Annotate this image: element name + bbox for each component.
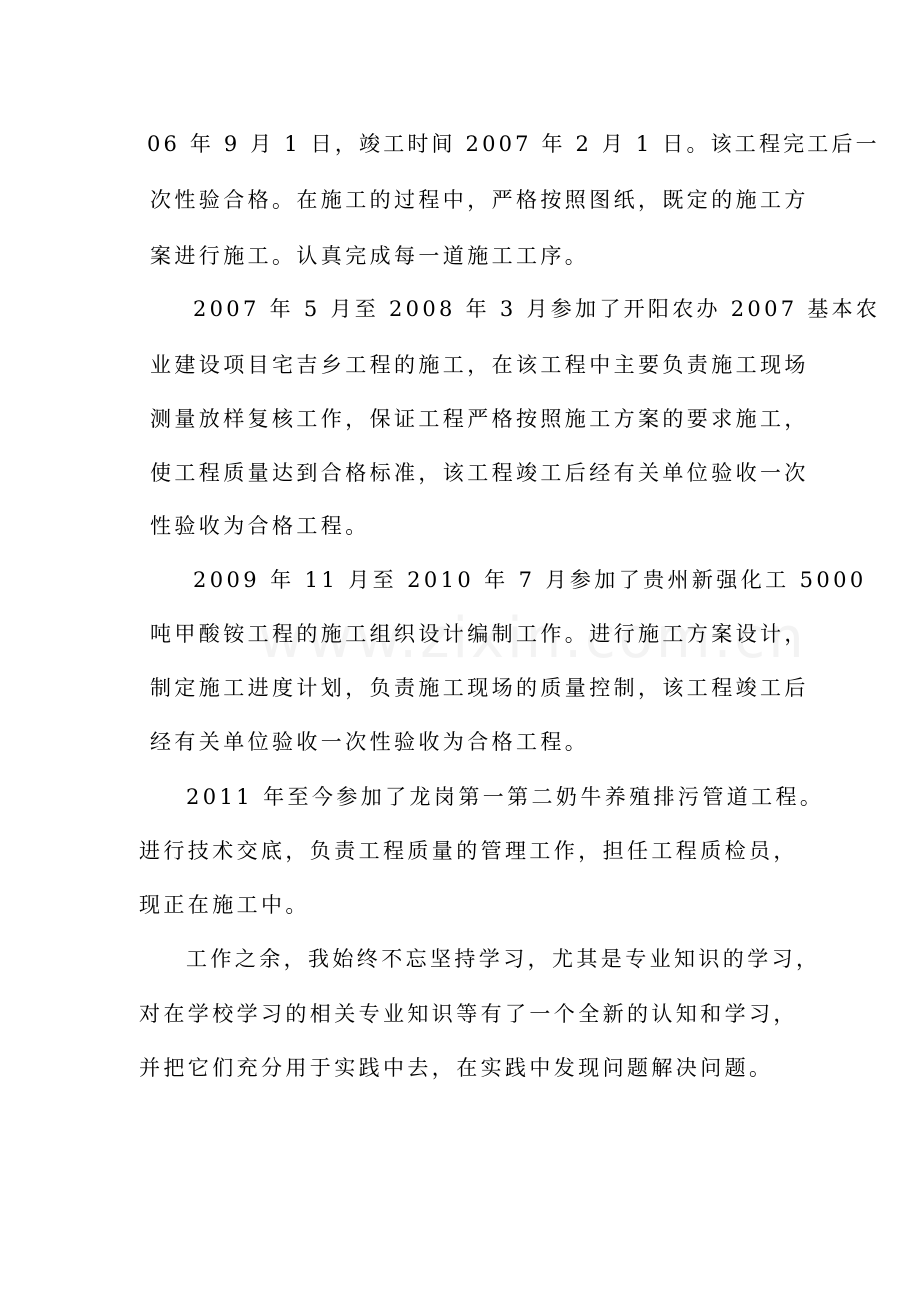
text-line: 2011 年至今参加了龙岗第一第二奶牛养殖排污管道工程。	[186, 785, 825, 809]
text-line: 2009 年 11 月至 2010 年 7 月参加了贵州新强化工 5000	[193, 568, 867, 592]
text-line: 对在学校学习的相关专业知识等有了一个全新的认知和学习，	[139, 1002, 798, 1026]
text-line: 2007 年 5 月至 2008 年 3 月参加了开阳农办 2007 基本农	[193, 297, 881, 321]
text-line: 06 年 9 月 1 日，竣工时间 2007 年 2 月 1 日。该工程完工后一	[147, 132, 880, 156]
text-line: 工作之余，我始终不忘坚持学习，尤其是专业知识的学习，	[186, 947, 821, 971]
text-line: 业建设项目宅吉乡工程的施工，在该工程中主要负责施工现场	[150, 353, 809, 377]
text-line: 案进行施工。认真完成每一道施工工序。	[150, 244, 590, 268]
text-line: 使工程质量达到合格标准，该工程竣工后经有关单位验收一次	[150, 461, 809, 485]
text-line: 制定施工进度计划，负责施工现场的质量控制，该工程竣工后	[150, 676, 809, 700]
text-line: 现正在施工中。	[139, 893, 310, 917]
text-line: 进行技术交底，负责工程质量的管理工作，担任工程质检员，	[139, 839, 798, 863]
text-line: 性验收为合格工程。	[150, 514, 370, 538]
text-line: 吨甲酸铵工程的施工组织设计编制工作。进行施工方案设计，	[150, 622, 809, 646]
text-line: 经有关单位验收一次性验收为合格工程。	[150, 730, 590, 754]
text-line: 并把它们充分用于实践中去，在实践中发现问题解决问题。	[139, 1056, 774, 1080]
text-line: 测量放样复核工作，保证工程严格按照施工方案的要求施工，	[150, 407, 809, 431]
text-line: 次性验合格。在施工的过程中，严格按照图纸，既定的施工方	[150, 188, 809, 212]
